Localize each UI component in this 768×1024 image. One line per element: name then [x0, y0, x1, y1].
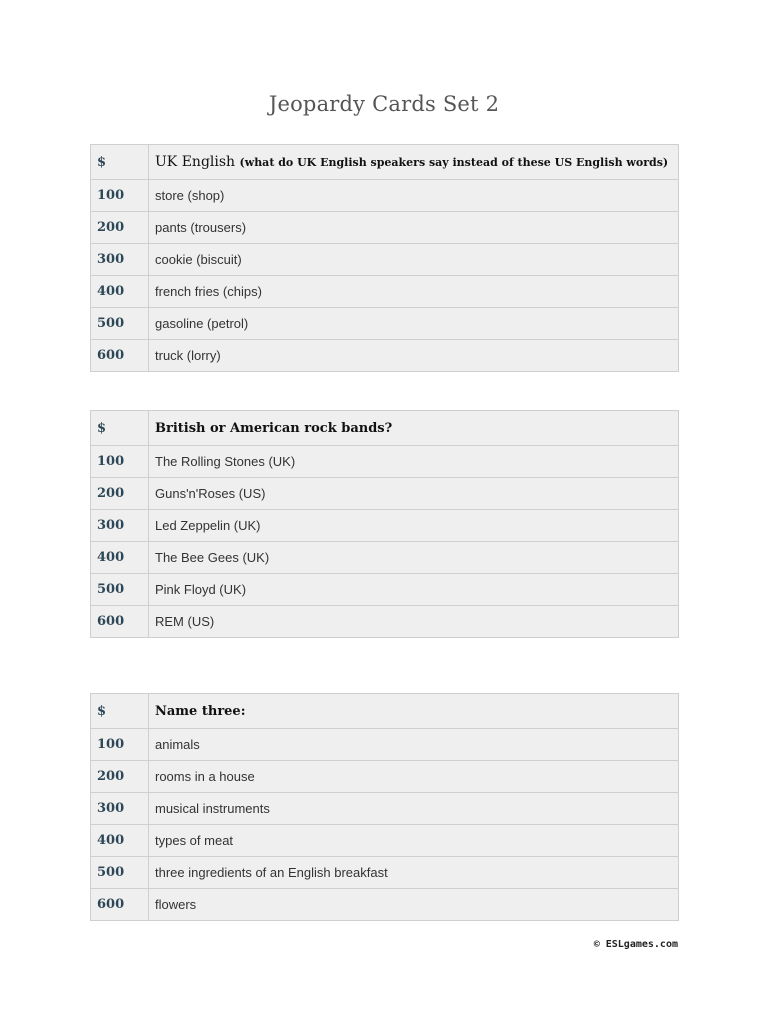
clue-cell: flowers: [149, 889, 679, 921]
point-value-cell: 200: [91, 478, 149, 510]
clue-cell: Guns'n'Roses (US): [149, 478, 679, 510]
clue-cell: cookie (biscuit): [149, 244, 679, 276]
table-row: [91, 889, 679, 921]
table-row: [91, 729, 679, 761]
clue-cell: gasoline (petrol): [149, 308, 679, 340]
clue-cell: three ingredients of an English breakfast: [149, 857, 679, 889]
point-value-cell: 300: [91, 244, 149, 276]
table-row: [91, 542, 679, 574]
point-value-cell: 600: [91, 340, 149, 372]
point-value-cell: 600: [91, 889, 149, 921]
money-header-cell: $: [91, 411, 149, 446]
point-value-cell: 200: [91, 212, 149, 244]
clue-cell: REM (US): [149, 606, 679, 638]
point-value-cell: 600: [91, 606, 149, 638]
point-value-cell: 100: [91, 446, 149, 478]
table-row: [91, 825, 679, 857]
jeopardy-table-uk-english: [90, 144, 679, 372]
table-row: [91, 244, 679, 276]
category-header-cell: British or American rock bands?: [149, 411, 679, 446]
table-row: [91, 212, 679, 244]
money-header-cell: $: [91, 694, 149, 729]
category-subtitle: (what do UK English speakers say instead of these US English words): [239, 156, 669, 169]
clue-cell: The Rolling Stones (UK): [149, 446, 679, 478]
clue-cell: types of meat: [149, 825, 679, 857]
table-row: [91, 478, 679, 510]
jeopardy-table-name-three: [90, 693, 679, 921]
clue-cell: animals: [149, 729, 679, 761]
table-row: [91, 180, 679, 212]
table-row: [91, 857, 679, 889]
table-header-row: [91, 694, 679, 729]
table-row: [91, 606, 679, 638]
point-value-cell: 100: [91, 729, 149, 761]
clue-cell: french fries (chips): [149, 276, 679, 308]
clue-cell: musical instruments: [149, 793, 679, 825]
table-row: [91, 793, 679, 825]
point-value-cell: 400: [91, 276, 149, 308]
clue-cell: Led Zeppelin (UK): [149, 510, 679, 542]
point-value-cell: 300: [91, 793, 149, 825]
category-title: UK English: [155, 154, 236, 170]
table-row: [91, 574, 679, 606]
category-header-cell: [149, 145, 679, 180]
money-header-cell: $: [91, 145, 149, 180]
table-row: [91, 276, 679, 308]
clue-cell: rooms in a house: [149, 761, 679, 793]
point-value-cell: 200: [91, 761, 149, 793]
point-value-cell: 400: [91, 542, 149, 574]
table-header-row: [91, 411, 679, 446]
category-header-cell: Name three:: [149, 694, 679, 729]
table-header-row: [91, 145, 679, 180]
clue-cell: Pink Floyd (UK): [149, 574, 679, 606]
point-value-cell: 500: [91, 574, 149, 606]
point-value-cell: 500: [91, 308, 149, 340]
table-row: [91, 761, 679, 793]
clue-cell: truck (lorry): [149, 340, 679, 372]
table-row: [91, 446, 679, 478]
clue-cell: The Bee Gees (UK): [149, 542, 679, 574]
point-value-cell: 300: [91, 510, 149, 542]
point-value-cell: 100: [91, 180, 149, 212]
clue-cell: store (shop): [149, 180, 679, 212]
jeopardy-table-rock-bands: [90, 410, 679, 638]
point-value-cell: 400: [91, 825, 149, 857]
table-row: [91, 308, 679, 340]
point-value-cell: 500: [91, 857, 149, 889]
table-row: [91, 510, 679, 542]
copyright-notice: © ESLgames.com: [593, 939, 678, 950]
page-title: Jeopardy Cards Set 2: [268, 92, 500, 116]
clue-cell: pants (trousers): [149, 212, 679, 244]
table-row: [91, 340, 679, 372]
